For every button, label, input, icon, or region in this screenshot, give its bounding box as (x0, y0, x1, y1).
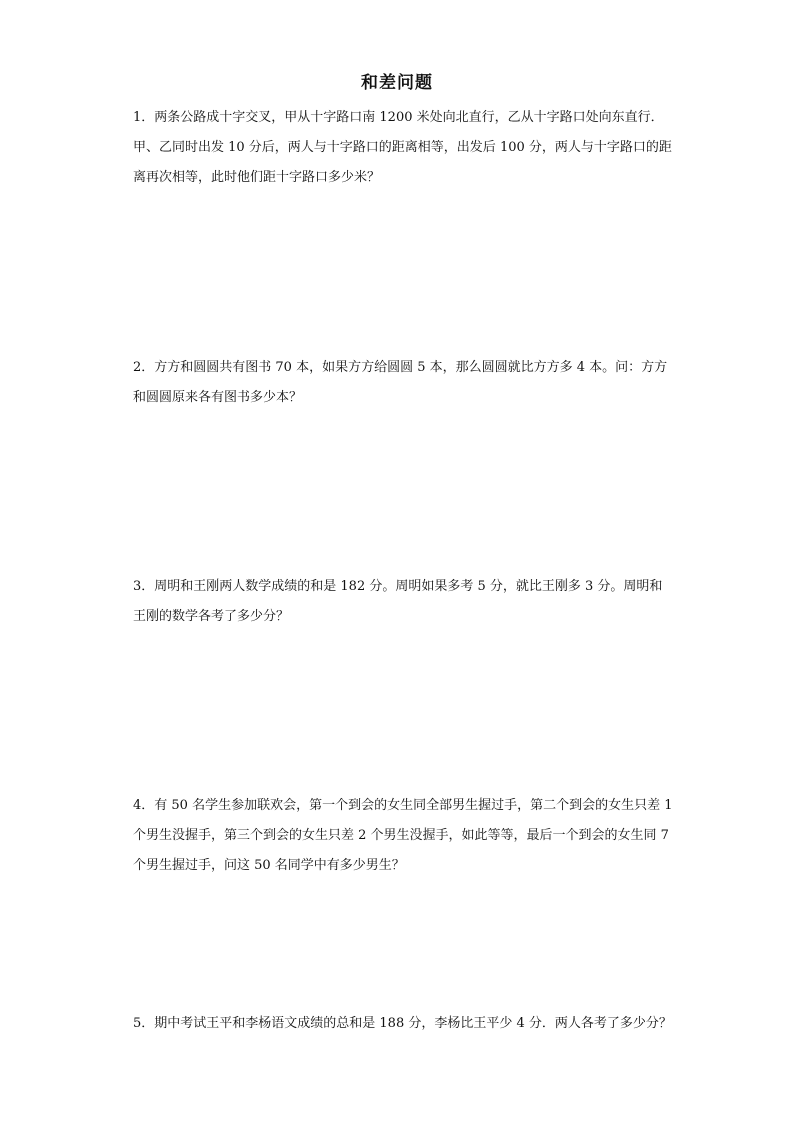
question-3 (133, 572, 673, 632)
question-text: 周明和王刚两人数学成绩的和是 182 分。周明如果多考 5 分，就比王刚多 3 分。周明和王刚的数学各考了多少分？ (133, 579, 663, 624)
question-number: 5． (133, 1016, 155, 1031)
question-text: 两条公路成十字交叉，甲从十字路口南 1200 米处向北直行，乙从十字路口处向东直行．甲、乙同时出发 10 分后，两人与十字路口的距离相等，出发后 100 分，两人与十字路口的距离再次相等，此时他们距十字路口多少米？ (133, 110, 672, 185)
question-text: 有 50 名学生参加联欢会，第一个到会的女生同全部男生握过手，第二个到会的女生只差 1 个男生没握手，第三个到会的女生只差 2 个男生没握手，如此等等，最后一个到会的女生同 7 个男生握过手，问这 50 名同学中有多少男生？ (133, 798, 673, 873)
question-number: 2． (133, 360, 155, 375)
question-number: 1． (133, 110, 155, 125)
question-number: 3． (133, 579, 155, 594)
question-number: 4． (133, 798, 155, 813)
question-1 (133, 103, 673, 193)
question-5 (133, 1009, 673, 1039)
page-title: 和差问题 (361, 73, 433, 93)
question-text: 方方和圆圆共有图书 70 本，如果方方给圆圆 5 本，那么圆圆就比方方多 4 本。问：方方和圆圆原来各有图书多少本？ (133, 360, 668, 405)
question-2 (133, 353, 673, 413)
question-4 (133, 791, 673, 881)
question-text: 期中考试王平和李杨语文成绩的总和是 188 分，李杨比王平少 4 分．两人各考了多少分？ (154, 1016, 672, 1031)
